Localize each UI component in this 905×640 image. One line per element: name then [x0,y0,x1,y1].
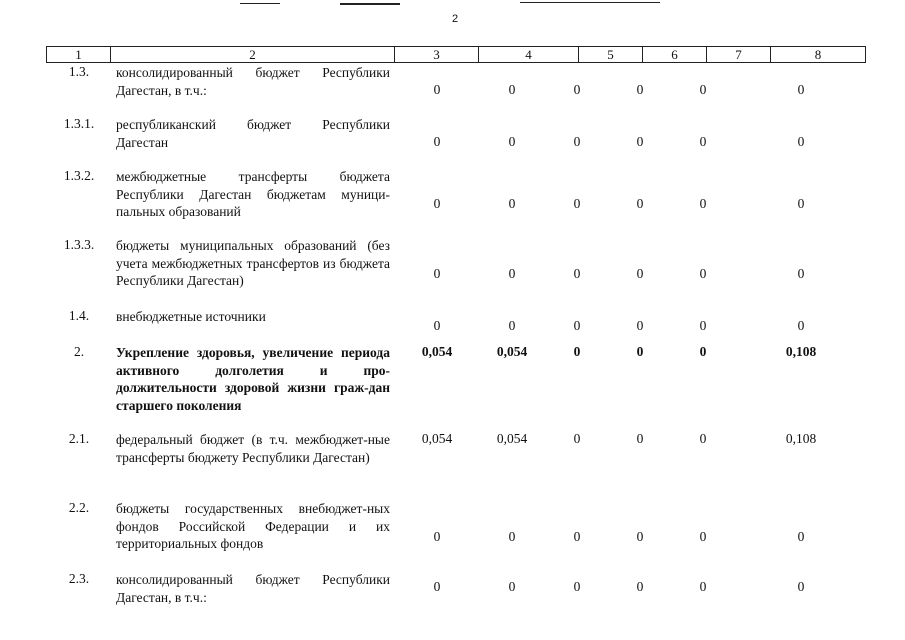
row-value-col-8: 0 [797,529,805,544]
row-value-col-5: 0 [573,318,581,333]
row-value-col-7: 0 [699,266,707,281]
row-code: 1.3.3. [63,237,95,252]
row-value-col-7: 0 [699,82,707,97]
scan-mark-3 [520,2,660,3]
row-value-col-6: 0 [636,318,644,333]
row-description: республиканский бюджет Республики Дагестан [116,117,390,150]
row-value-col-3: 0,054 [421,344,453,359]
page-number: 2 [451,13,459,25]
row-description: федеральный бюджет (в т.ч. межбюджет-ные трансферты бюджету Республики Дагестан) [116,432,390,465]
row-description: межбюджетные трансферты бюджета Республики Дагестан бюджетам муници-пальных образований [116,169,390,219]
row-value-col-5: 0 [573,266,581,281]
row-value-col-3: 0 [433,82,441,97]
row-value-col-4: 0 [508,579,516,594]
row-value-col-8: 0 [797,579,805,594]
row-value-col-7: 0 [699,529,707,544]
row-description: внебюджетные источники [116,309,266,324]
row-value-col-7: 0 [699,344,707,359]
row-value-col-8: 0 [797,82,805,97]
row-description: бюджеты государственных внебюджет-ных фондов Российской Федерации и их территориальных фондов [116,501,390,551]
scan-mark-1 [240,3,280,4]
header-cell-3: 3 [395,47,479,62]
row-value-col-7: 0 [699,318,707,333]
row-value-col-4: 0,054 [496,344,528,359]
row-value-col-8: 0,108 [785,431,817,446]
row-value-col-8: 0 [797,196,805,211]
row-code: 2.3. [68,571,90,586]
row-value-col-6: 0 [636,579,644,594]
row-code: 2.2. [68,500,90,515]
row-description: бюджеты муниципальных образований (без учета межбюджетных трансфертов из бюджета Республики Дагестан) [116,238,390,288]
header-cell-1: 1 [47,47,111,62]
row-code: 1.4. [68,308,90,323]
row-value-col-8: 0 [797,134,805,149]
row-code: 1.3.1. [63,116,95,131]
row-description: консолидированный бюджет Республики Дагестан, в т.ч.: [116,572,390,605]
row-value-col-7: 0 [699,196,707,211]
header-cell-5: 5 [579,47,643,62]
row-description: Укрепление здоровья, увеличение периода активного долголетия и про-должительности здоровой жизни граж-дан старшего поколения [116,345,390,413]
row-value-col-5: 0 [573,344,581,359]
row-description: консолидированный бюджет Республики Дагестан, в т.ч.: [116,65,390,98]
row-value-col-6: 0 [636,431,644,446]
row-value-col-5: 0 [573,134,581,149]
row-value-col-5: 0 [573,82,581,97]
row-value-col-5: 0 [573,579,581,594]
row-code: 2. [73,344,85,359]
row-value-col-8: 0 [797,318,805,333]
row-code: 1.3.2. [63,168,95,183]
row-value-col-4: 0 [508,82,516,97]
header-cell-4: 4 [479,47,579,62]
table-header-row [46,46,866,63]
row-value-col-4: 0 [508,529,516,544]
row-code: 1.3. [68,64,90,79]
row-value-col-4: 0 [508,266,516,281]
row-value-col-4: 0 [508,318,516,333]
row-value-col-7: 0 [699,579,707,594]
row-value-col-6: 0 [636,196,644,211]
row-value-col-8: 0 [797,266,805,281]
row-value-col-3: 0 [433,318,441,333]
row-value-col-4: 0 [508,134,516,149]
row-value-col-5: 0 [573,431,581,446]
row-value-col-3: 0 [433,579,441,594]
row-value-col-5: 0 [573,196,581,211]
row-value-col-3: 0 [433,196,441,211]
row-value-col-8: 0,108 [785,344,817,359]
header-cell-6: 6 [643,47,707,62]
row-value-col-7: 0 [699,431,707,446]
row-value-col-3: 0 [433,134,441,149]
row-code: 2.1. [68,431,90,446]
header-cell-7: 7 [707,47,771,62]
row-value-col-4: 0 [508,196,516,211]
row-value-col-6: 0 [636,344,644,359]
header-cell-2: 2 [111,47,395,62]
row-value-col-3: 0 [433,266,441,281]
row-value-col-6: 0 [636,82,644,97]
row-value-col-7: 0 [699,134,707,149]
scan-mark-2 [340,3,400,5]
header-cell-8: 8 [814,47,822,62]
row-value-col-4: 0,054 [496,431,528,446]
row-value-col-6: 0 [636,134,644,149]
row-value-col-6: 0 [636,529,644,544]
row-value-col-3: 0 [433,529,441,544]
row-value-col-6: 0 [636,266,644,281]
row-value-col-5: 0 [573,529,581,544]
row-value-col-3: 0,054 [421,431,453,446]
